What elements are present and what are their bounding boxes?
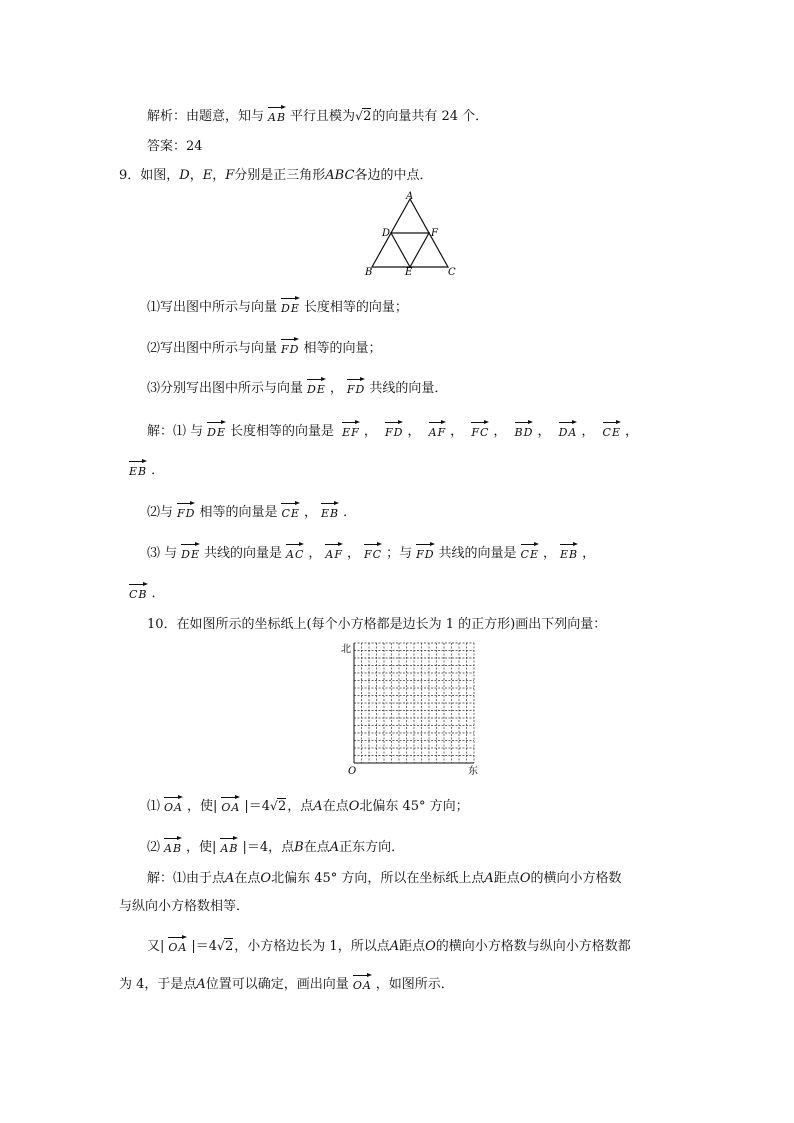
- solution-3-cont: CB ．: [125, 582, 165, 602]
- question-2: ⑵写出图中所示与向量 FD 相等的向量；: [147, 337, 381, 357]
- text: 的向量共有 24 个．: [372, 109, 489, 124]
- origin-label: O: [348, 766, 357, 777]
- sqrt: √ 2: [355, 109, 372, 125]
- solution-3: ⑶ 与 DE 共线的向量是 AC ， AF ， FC ；与 FD 共线的向量是 CE ， EB ，: [147, 542, 595, 562]
- vector-fd: FD: [347, 377, 365, 395]
- analysis-line: [147, 105, 488, 125]
- text: 解析：由题意，知与: [147, 109, 265, 124]
- label-A: A: [406, 191, 414, 202]
- solution-1-cont: EB ．: [125, 459, 164, 479]
- question-3: ⑶分别写出图中所示与向量 DE ， FD 共线的向量．: [147, 377, 447, 397]
- explanation-1: 解：⑴由于点A在点O北偏东 45° 方向，所以在坐标纸上点A距点O的横向小方格数: [147, 871, 622, 886]
- answer-line: [147, 139, 203, 155]
- answer-text: 答案：24: [147, 139, 203, 154]
- problem-10-title: 10．在如图所示的坐标纸上(每个小方格都是边长为 1 的正方形)画出下列向量：: [147, 617, 607, 632]
- label-D: D: [382, 228, 391, 239]
- explanation-3: 又| OA |＝4√ 2，小方格边长为 1，所以点A距点O的横向小方格数与纵向小方格数都: [147, 935, 631, 955]
- text: 平行且模为: [290, 109, 356, 124]
- label-B: B: [365, 267, 373, 277]
- question-1: ⑴写出图中所示与向量 DE 长度相等的向量；: [147, 296, 408, 316]
- vector-de: DE: [281, 296, 300, 314]
- problem-9-title: 9．如图，D，E，F分别是正三角形ABC各边的中点．: [119, 168, 433, 183]
- solution-2: ⑵与 FD 相等的向量是 CE ， EB ．: [147, 501, 356, 521]
- requirement-1: ⑴ OA ，使| OA |＝4√ 2，点A在点O北偏东 45° 方向；: [147, 795, 469, 815]
- east-label: 东: [468, 766, 478, 777]
- label-E: E: [405, 267, 413, 277]
- solution-1: 解：⑴ 与 DE 长度相等的向量是 EF ， FD ， AF ， FC ， BD ， DA ， CE ，: [147, 420, 638, 440]
- vector-fd: FD: [281, 337, 299, 355]
- requirement-2: ⑵ AB ，使| AB |＝4，点B在点A正东方向．: [147, 836, 404, 856]
- triangle-figure: [362, 191, 462, 277]
- grid-figure: [338, 640, 488, 778]
- vector-ab: AB: [268, 105, 286, 123]
- vector-de: DE: [307, 377, 326, 395]
- label-F: F: [431, 228, 438, 239]
- label-C: C: [448, 267, 456, 277]
- north-label: 北: [341, 644, 351, 655]
- explanation-4: 为 4，于是点A位置可以确定，画出向量 OA ，如图所示．: [119, 973, 454, 993]
- explanation-2: 与纵向小方格数相等．: [119, 899, 250, 914]
